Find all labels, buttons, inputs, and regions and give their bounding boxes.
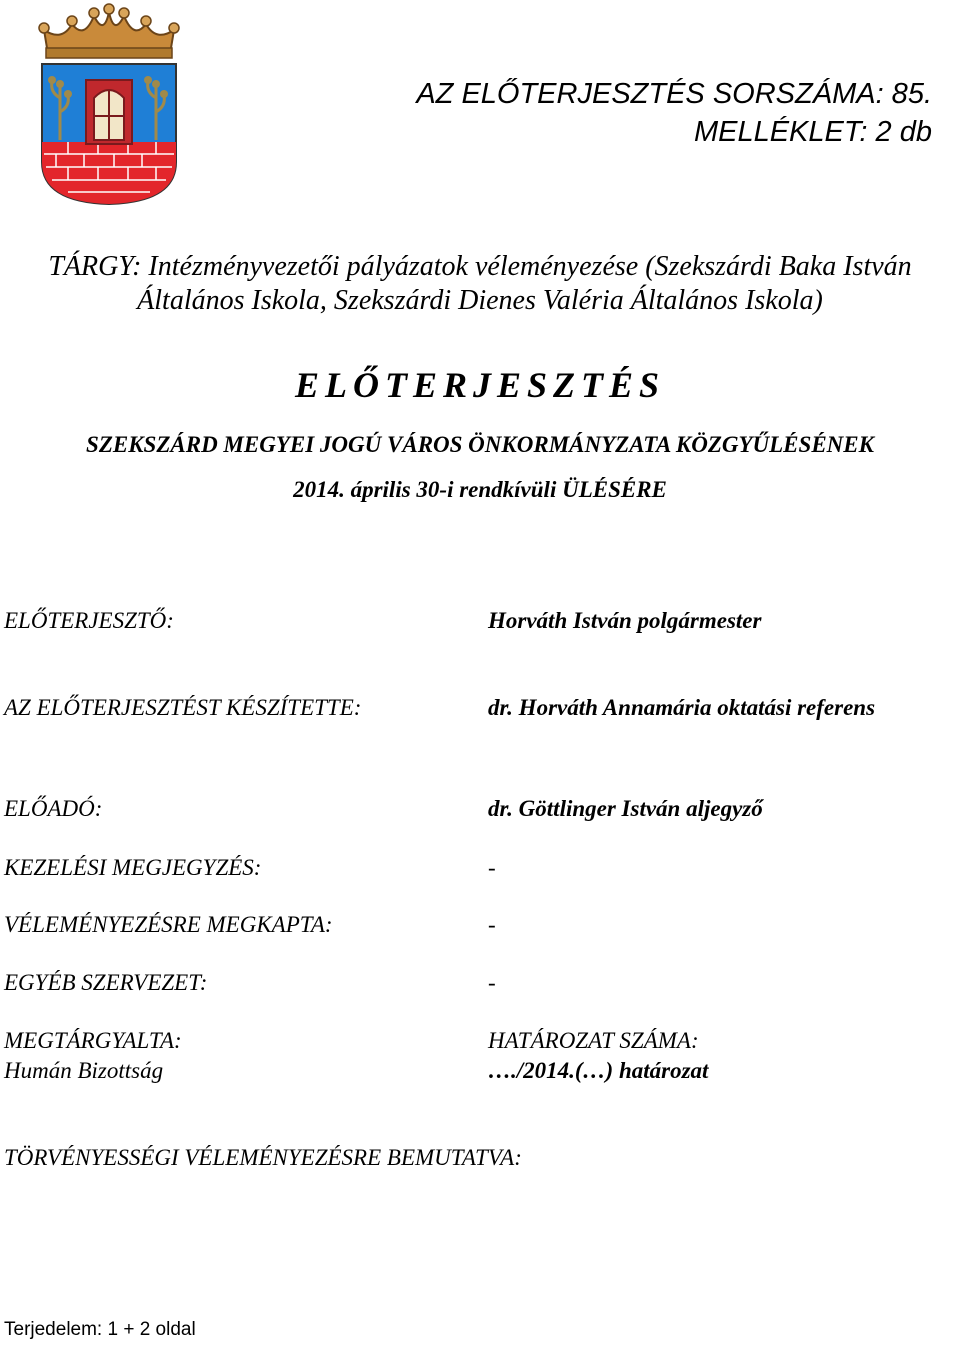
prepared-by-value: dr. Horváth Annamária oktatási referens: [488, 695, 876, 720]
presenter-label: ELŐTERJESZTŐ:: [4, 608, 174, 633]
speaker-value: dr. Göttlinger István aljegyző: [488, 796, 763, 821]
presenter-value: Horváth István polgármester: [488, 608, 762, 633]
attachment-count: MELLÉKLET: 2 db: [693, 116, 932, 148]
subject-line-1: TÁRGY: Intézményvezetői pályázatok véleményezése (Szekszárdi Baka István: [48, 251, 912, 282]
document-title: ELŐTERJESZTÉS: [294, 365, 666, 405]
legal-review-label: TÖRVÉNYESSÉGI VÉLEMÉNYEZÉSRE BEMUTATVA:: [4, 1145, 522, 1170]
speaker-label: ELŐADÓ:: [4, 796, 103, 821]
crown-icon: [39, 4, 179, 58]
coat-of-arms-image: [38, 2, 180, 206]
resolution-number-value: …./2014.(…) határozat: [488, 1058, 709, 1083]
resolution-number-label: HATÁROZAT SZÁMA:: [488, 1028, 699, 1053]
subject-line-2: Általános Iskola, Szekszárdi Dienes Valéria Általános Iskola): [137, 285, 823, 316]
other-organization-value: -: [488, 970, 496, 995]
received-for-review-label: VÉLEMÉNYEZÉSRE MEGKAPTA:: [4, 912, 333, 937]
handling-note-label: KEZELÉSI MEGJEGYZÉS:: [4, 855, 262, 880]
council-line-2: 2014. április 30-i rendkívüli ÜLÉSÉRE: [293, 477, 667, 502]
discussed-by-value: Humán Bizottság: [4, 1058, 164, 1083]
prepared-by-label: AZ ELŐTERJESZTÉST KÉSZÍTETTE:: [4, 695, 362, 720]
discussed-by-label: MEGTÁRGYALTA:: [4, 1028, 182, 1053]
council-line-1: SZEKSZÁRD MEGYEI JOGÚ VÁROS ÖNKORMÁNYZATA KÖZGYŰLÉSÉNEK: [86, 432, 874, 457]
proposal-number: AZ ELŐTERJESZTÉS SORSZÁMA: 85.: [416, 78, 932, 110]
received-for-review-value: -: [488, 912, 496, 937]
handling-note-value: -: [488, 855, 496, 880]
page-count: Terjedelem: 1 + 2 oldal: [4, 1319, 196, 1340]
other-organization-label: EGYÉB SZERVEZET:: [4, 970, 208, 995]
